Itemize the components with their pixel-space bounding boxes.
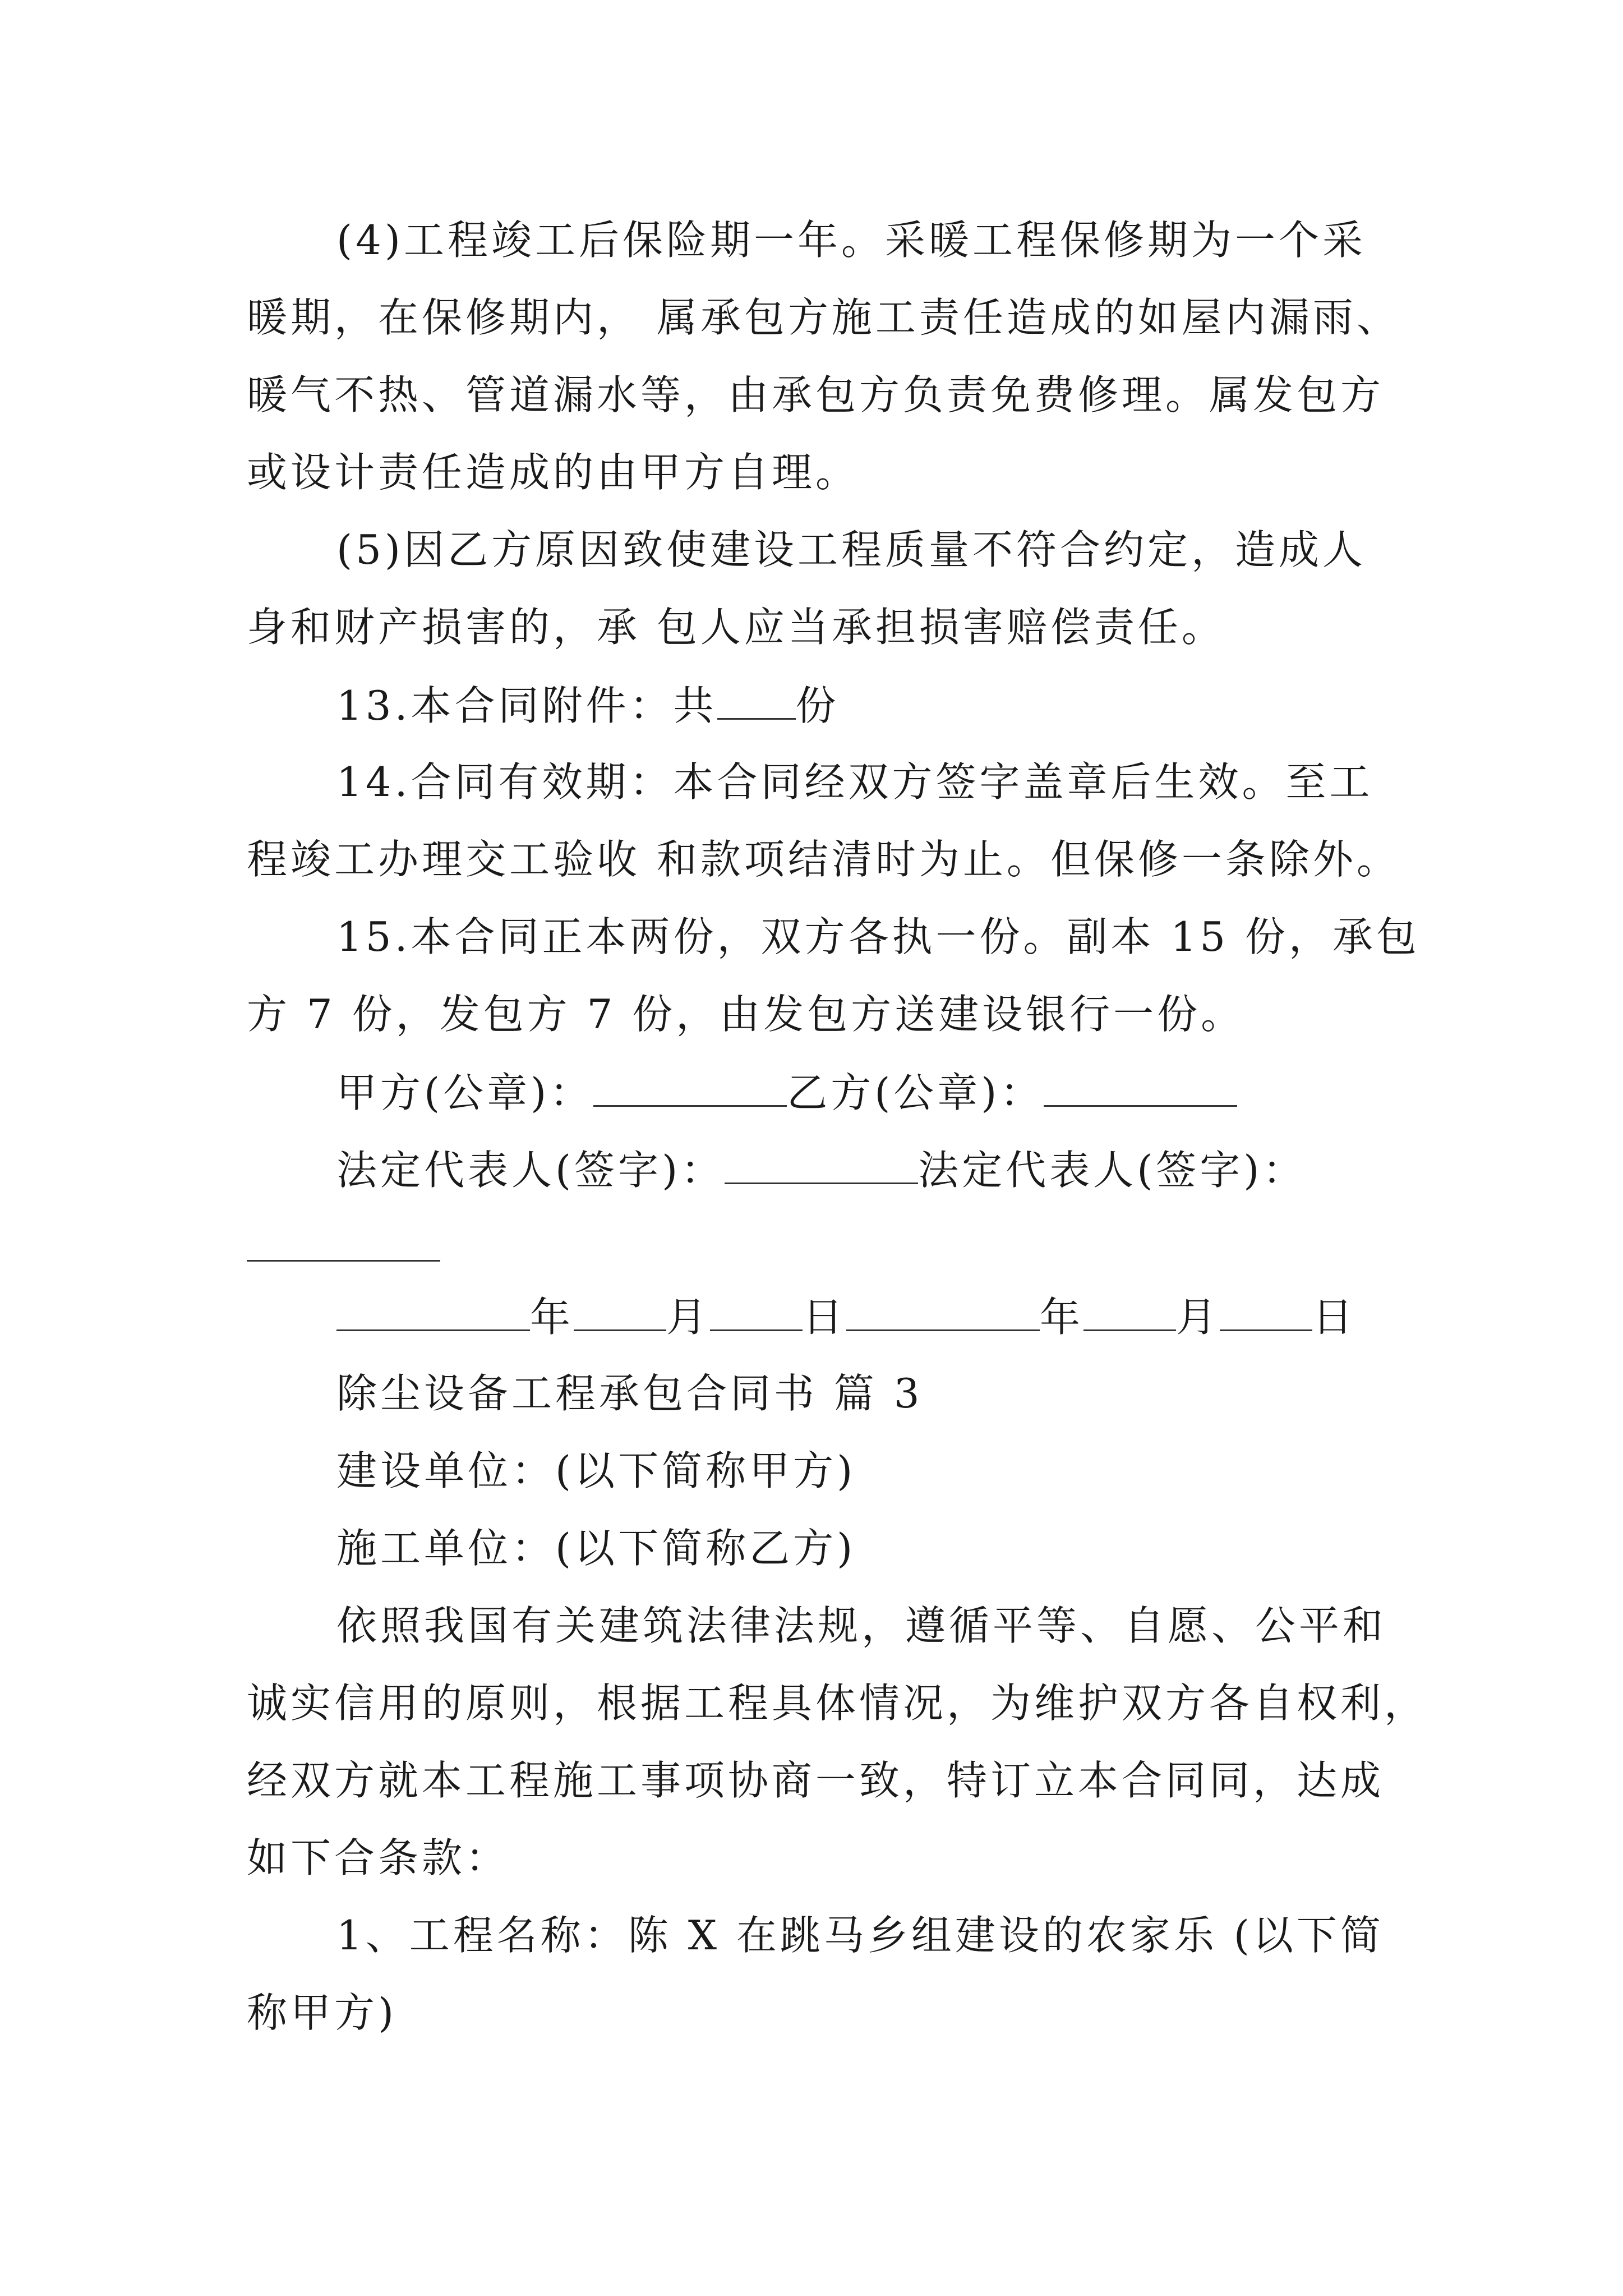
attachments-prefix: 13.本合同附件：共 — [336, 682, 717, 729]
item-1-line-1: 1、工程名称：陈 X 在跳马乡组建设的农家乐 (以下简 — [336, 1912, 1384, 1959]
legal-rep-row — [336, 1147, 1307, 1194]
item-1-line-2: 称甲方) — [247, 1989, 398, 2036]
clause-15-line-1: 15.本合同正本两份，双方各执一份。副本 15 份，承包 — [336, 913, 1420, 960]
date-a-day: 日 — [803, 1294, 847, 1341]
date-row — [336, 1294, 1357, 1341]
date-a-month: 月 — [666, 1294, 711, 1341]
date-b-year-blank — [846, 1296, 1040, 1331]
party-b-seal-label: 乙方(公章)： — [787, 1069, 1044, 1116]
intro-line-3: 经双方就本工程施工事项协商一致，特订立本合同同，达成 — [247, 1757, 1385, 1804]
intro-line-4: 如下合条款： — [247, 1834, 510, 1881]
party-a-seal-blank — [593, 1071, 787, 1107]
legal-rep-a-label: 法定代表人(签字)： — [336, 1147, 725, 1194]
attachments-suffix: 份 — [795, 682, 840, 729]
party-seals-row — [336, 1069, 1237, 1116]
date-b-day-blank — [1220, 1296, 1312, 1331]
clause-5-line-2: 身和财产损害的，承 包人应当承担损害赔偿责任。 — [247, 604, 1225, 651]
clause-4-line-1: (4)工程竣工后保险期一年。采暖工程保修期为一个采 — [336, 217, 1366, 264]
clause-5-line-1: (5)因乙方原因致使建设工程质量不符合约定，造成人 — [336, 526, 1366, 573]
date-b-month: 月 — [1176, 1294, 1220, 1341]
contractor-unit: 施工单位：(以下简称乙方) — [336, 1525, 856, 1572]
date-a-day-blank — [710, 1296, 803, 1331]
legal-rep-b-label: 法定代表人(签字)： — [918, 1147, 1307, 1194]
intro-line-2: 诚实信用的原则，根据工程具体情况，为维护双方各自权利， — [247, 1680, 1428, 1727]
clause-15-line-2: 方 7 份，发包方 7 份，由发包方送建设银行一份。 — [247, 991, 1245, 1038]
date-a-year-blank — [336, 1296, 530, 1331]
clause-4-line-2: 暖期，在保修期内， 属承包方施工责任造成的如屋内漏雨、 — [247, 294, 1400, 341]
date-b-day: 日 — [1312, 1294, 1357, 1341]
clause-13-attachments — [336, 682, 840, 729]
legal-rep-a-blank — [725, 1149, 918, 1184]
date-b-month-blank — [1083, 1296, 1176, 1331]
attachments-count-blank — [717, 684, 796, 720]
intro-line-1: 依照我国有关建筑法律法规，遵循平等、自愿、公平和 — [336, 1602, 1387, 1649]
party-b-seal-blank — [1044, 1071, 1237, 1107]
date-b-year: 年 — [1040, 1294, 1084, 1341]
party-a-seal-label: 甲方(公章)： — [336, 1069, 594, 1116]
clause-4-line-4: 或设计责任造成的由甲方自理。 — [247, 449, 860, 496]
clause-14-line-2: 程竣工办理交工验收 和款项结清时为止。但保修一条除外。 — [247, 836, 1400, 883]
construction-unit: 建设单位：(以下简称甲方) — [336, 1447, 856, 1494]
clause-4-line-3: 暖气不热、管道漏水等，由承包方负责免费修理。属发包方 — [247, 371, 1385, 418]
clause-14-line-1: 14.合同有效期：本合同经双方签字盖章后生效。至工 — [336, 758, 1373, 806]
legal-rep-b-blank — [247, 1260, 440, 1262]
date-a-month-blank — [574, 1296, 666, 1331]
section-3-title: 除尘设备工程承包合同书 篇 3 — [336, 1370, 923, 1417]
date-a-year: 年 — [530, 1294, 574, 1341]
